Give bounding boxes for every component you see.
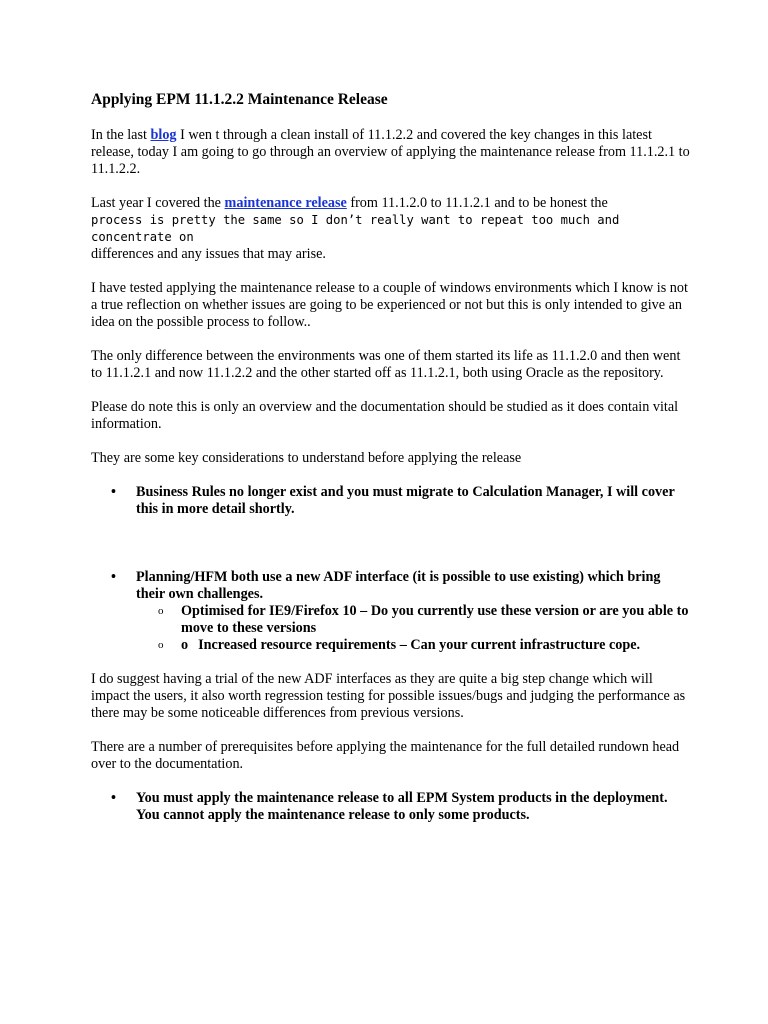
bullet-icon: • <box>111 790 116 806</box>
paragraph-prerequisites: There are a number of prerequisites before applying the maintenance for the full detailed rundown head over to the documentation. <box>91 739 680 772</box>
last-year-text-start: Last year I covered the <box>91 195 225 211</box>
blog-link[interactable]: blog <box>150 127 177 143</box>
list-item <box>91 484 691 518</box>
paragraph-tested: I have tested applying the maintenance release to a couple of windows environments which I know is not a true reflection on whether issues are going to be experienced or not but this is only intended to give an idea on the possible process to follow.. <box>91 280 688 330</box>
considerations-list-2 <box>91 569 691 654</box>
paragraph-suggest: I do suggest having a trial of the new ADF interfaces as they are quite a big step change which will impact the users, it also worth regression testing for possible issues/bugs and judging the performance as there may be some noticeable differences from previous versions. <box>91 671 686 721</box>
paragraph-difference: The only difference between the environments was one of them started its life as 11.1.2.0 and then went to 11.1.2.1 and now 11.1.2.2 and the other started off as 11.1.2.1, both using Oracle as the repository. <box>91 348 681 381</box>
sub-list-item <box>136 603 691 637</box>
list-item-text: Business Rules no longer exist and you must migrate to Calculation Manager, I will cover this in more detail shortly. <box>136 484 675 517</box>
list-item <box>91 790 691 824</box>
prerequisites-list <box>91 790 691 824</box>
paragraph-considerations: They are some key considerations to understand before applying the release <box>91 450 522 466</box>
paragraph-note: Please do note this is only an overview and the documentation should be studied as it does contain vital information. <box>91 399 679 432</box>
list-item-text: You must apply the maintenance release to all EPM System products in the deployment. You cannot apply the maintenance release to only some products. <box>136 790 668 823</box>
bullet-icon: • <box>111 484 116 500</box>
sub-list-item-text: Optimised for IE9/Firefox 10 – Do you currently use these version or are you able to move to these versions <box>181 603 689 636</box>
intro-text-end: I wen t through a clean install of 11.1.2.2 and covered the key changes in this latest release, today I am going to go through an overview of applying the maintenance release from 11.1.2.1 to 11.1.2.2. <box>91 127 690 177</box>
page-title: Applying EPM 11.1.2.2 Maintenance Release <box>91 91 388 108</box>
document-page <box>91 90 691 824</box>
sub-list-item-text: Increased resource requirements – Can your current infrastructure cope. <box>198 637 641 653</box>
sub-inline-prefix: o <box>181 637 189 653</box>
last-year-text-mid: from 11.1.2.0 to 11.1.2.1 and to be honest the <box>346 195 608 211</box>
list-item <box>91 569 691 654</box>
list-item-text: Planning/HFM both use a new ADF interface (it is possible to use existing) which bring their own challenges. <box>136 569 661 602</box>
bullet-icon: • <box>111 569 116 585</box>
intro-text-start: In the last <box>91 127 151 143</box>
sub-list-item <box>136 637 691 654</box>
maintenance-release-link[interactable]: maintenance release <box>224 195 347 211</box>
last-year-mono-text: process is pretty the same so I don’t really want to repeat too much and concentrate on <box>91 213 620 244</box>
paragraph-intro <box>91 127 691 178</box>
sub-bullet-icon: o <box>158 639 164 651</box>
sub-bullet-icon: o <box>158 605 164 617</box>
considerations-list-1 <box>91 484 691 518</box>
last-year-text-end: differences and any issues that may arise. <box>91 246 326 262</box>
sub-list <box>136 603 691 654</box>
paragraph-last-year <box>91 195 691 263</box>
